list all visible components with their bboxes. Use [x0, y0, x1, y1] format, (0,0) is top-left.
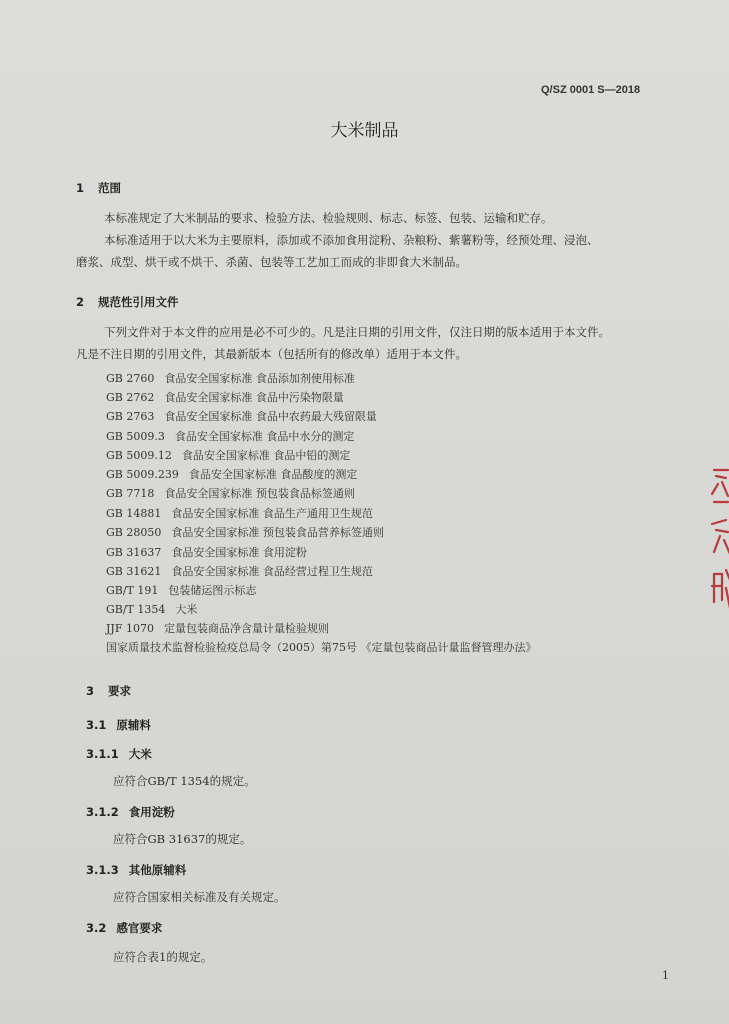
- reference-title: 食品安全国家标准 食品酸度的测定: [188, 468, 358, 481]
- req-3-2-text: 应符合表1的规定。: [113, 950, 213, 964]
- section-1-heading: [76, 180, 121, 196]
- reference-code: JJF 1070: [106, 622, 154, 635]
- reference-item: [106, 485, 355, 501]
- reference-title: 包装储运图示标志: [168, 584, 257, 597]
- reference-title: 食品安全国家标准 食品中铅的测定: [181, 449, 351, 462]
- reference-item: [106, 466, 357, 482]
- reference-code: GB 2763: [106, 410, 155, 423]
- section-3-1-1-heading: [86, 746, 152, 762]
- reference-item: [106, 601, 197, 617]
- reference-code: GB 2762: [106, 391, 155, 404]
- section-title: 范围: [98, 181, 121, 195]
- reference-item: [106, 620, 329, 636]
- reference-item: [106, 370, 355, 386]
- section-title: 大米: [128, 747, 152, 761]
- document-title: 大米制品: [330, 121, 399, 141]
- req-3-1-1-text: 应符合GB/T 1354的规定。: [113, 774, 256, 788]
- reference-title: 定量包装商品净含量计量检验规则: [163, 622, 329, 635]
- section-3-2-heading: [86, 920, 162, 936]
- seal-stamp-icon: [706, 462, 729, 612]
- refs-intro-line-2: 凡是不注日期的引用文件，其最新版本（包括所有的修改单）适用于本文件。: [76, 347, 467, 361]
- section-2-heading: [76, 294, 179, 310]
- reference-item: [106, 428, 354, 444]
- reference-title: 食品安全国家标准 食品经营过程卫生规范: [171, 565, 373, 578]
- reference-title: 食品安全国家标准 食用淀粉: [171, 546, 307, 559]
- reference-item: [106, 582, 256, 598]
- section-3-heading: [86, 683, 131, 699]
- reference-code: GB/T 1354: [106, 603, 166, 616]
- section-number: 3.1.1: [86, 747, 119, 761]
- section-3-1-heading: [86, 717, 151, 733]
- section-3-1-2-heading: [86, 804, 175, 820]
- section-title: 原辅料: [116, 718, 151, 732]
- scope-paragraph-2-line-2: 磨浆、成型、烘干或不烘干、杀菌、包装等工艺加工而成的非即食大米制品。: [76, 255, 467, 269]
- reference-item: [106, 639, 537, 655]
- section-number: 3.1.2: [86, 805, 119, 819]
- standard-number: Q/SZ 0001 S—2018: [541, 84, 641, 96]
- reference-code: GB/T 191: [106, 584, 159, 597]
- reference-title: 食品安全国家标准 预包装食品营养标签通则: [171, 526, 384, 539]
- scope-paragraph-1: 本标准规定了大米制品的要求、检验方法、检验规则、标志、标签、包装、运输和贮存。: [104, 211, 553, 225]
- reference-code: GB 31621: [106, 565, 162, 578]
- reference-title: 食品安全国家标准 食品中污染物限量: [164, 391, 344, 404]
- reference-item: [106, 544, 307, 560]
- reference-title: 食品安全国家标准 食品添加剂使用标准: [164, 372, 355, 385]
- reference-title: 大米: [175, 603, 198, 616]
- scope-paragraph-2-line-1: 本标准适用于以大米为主要原料，添加或不添加食用淀粉、杂粮粉、紫薯粉等，经预处理、浸泡、: [104, 233, 599, 247]
- reference-code: GB 31637: [106, 546, 162, 559]
- refs-intro-line-1: 下列文件对于本文件的应用是必不可少的。凡是注日期的引用文件，仅注日期的版本适用于本文件。: [104, 325, 610, 339]
- section-3-1-3-heading: [86, 862, 186, 878]
- reference-item: [106, 524, 384, 540]
- reference-title: 食品安全国家标准 预包装食品标签通则: [164, 487, 355, 500]
- section-number: 3: [86, 684, 95, 698]
- reference-title: 食品安全国家标准 食品生产通用卫生规范: [171, 507, 373, 520]
- page-number: 1: [662, 969, 669, 982]
- reference-code: GB 28050: [106, 526, 162, 539]
- req-3-1-3-text: 应符合国家相关标准及有关规定。: [113, 890, 286, 904]
- section-number: 3.1: [86, 718, 107, 732]
- reference-code: GB 5009.12: [106, 449, 172, 462]
- reference-code: GB 2760: [106, 372, 155, 385]
- req-3-1-2-text: 应符合GB 31637的规定。: [113, 832, 252, 846]
- section-number: 3.1.3: [86, 863, 119, 877]
- reference-code: GB 5009.3: [106, 430, 165, 443]
- section-number: 3.2: [86, 921, 107, 935]
- section-number: 1: [76, 181, 85, 195]
- section-title: 规范性引用文件: [98, 295, 179, 309]
- reference-code: GB 14881: [106, 507, 162, 520]
- reference-code: GB 5009.239: [106, 468, 179, 481]
- reference-item: [106, 408, 377, 424]
- reference-title: 食品安全国家标准 食品中水分的测定: [174, 430, 355, 443]
- reference-code: GB 7718: [106, 487, 155, 500]
- reference-item: [106, 505, 373, 521]
- section-title: 其他原辅料: [128, 863, 187, 877]
- section-title: 感官要求: [116, 921, 163, 935]
- reference-title: 国家质量技术监督检验检疫总局令（2005）第75号 《定量包装商品计量监督管理办法》: [106, 641, 537, 654]
- reference-item: [106, 447, 350, 463]
- reference-title: 食品安全国家标准 食品中农药最大残留限量: [164, 410, 377, 423]
- section-number: 2: [76, 295, 85, 309]
- section-title: 要求: [108, 684, 131, 698]
- reference-item: [106, 389, 344, 405]
- reference-item: [106, 563, 373, 579]
- section-title: 食用淀粉: [128, 805, 175, 819]
